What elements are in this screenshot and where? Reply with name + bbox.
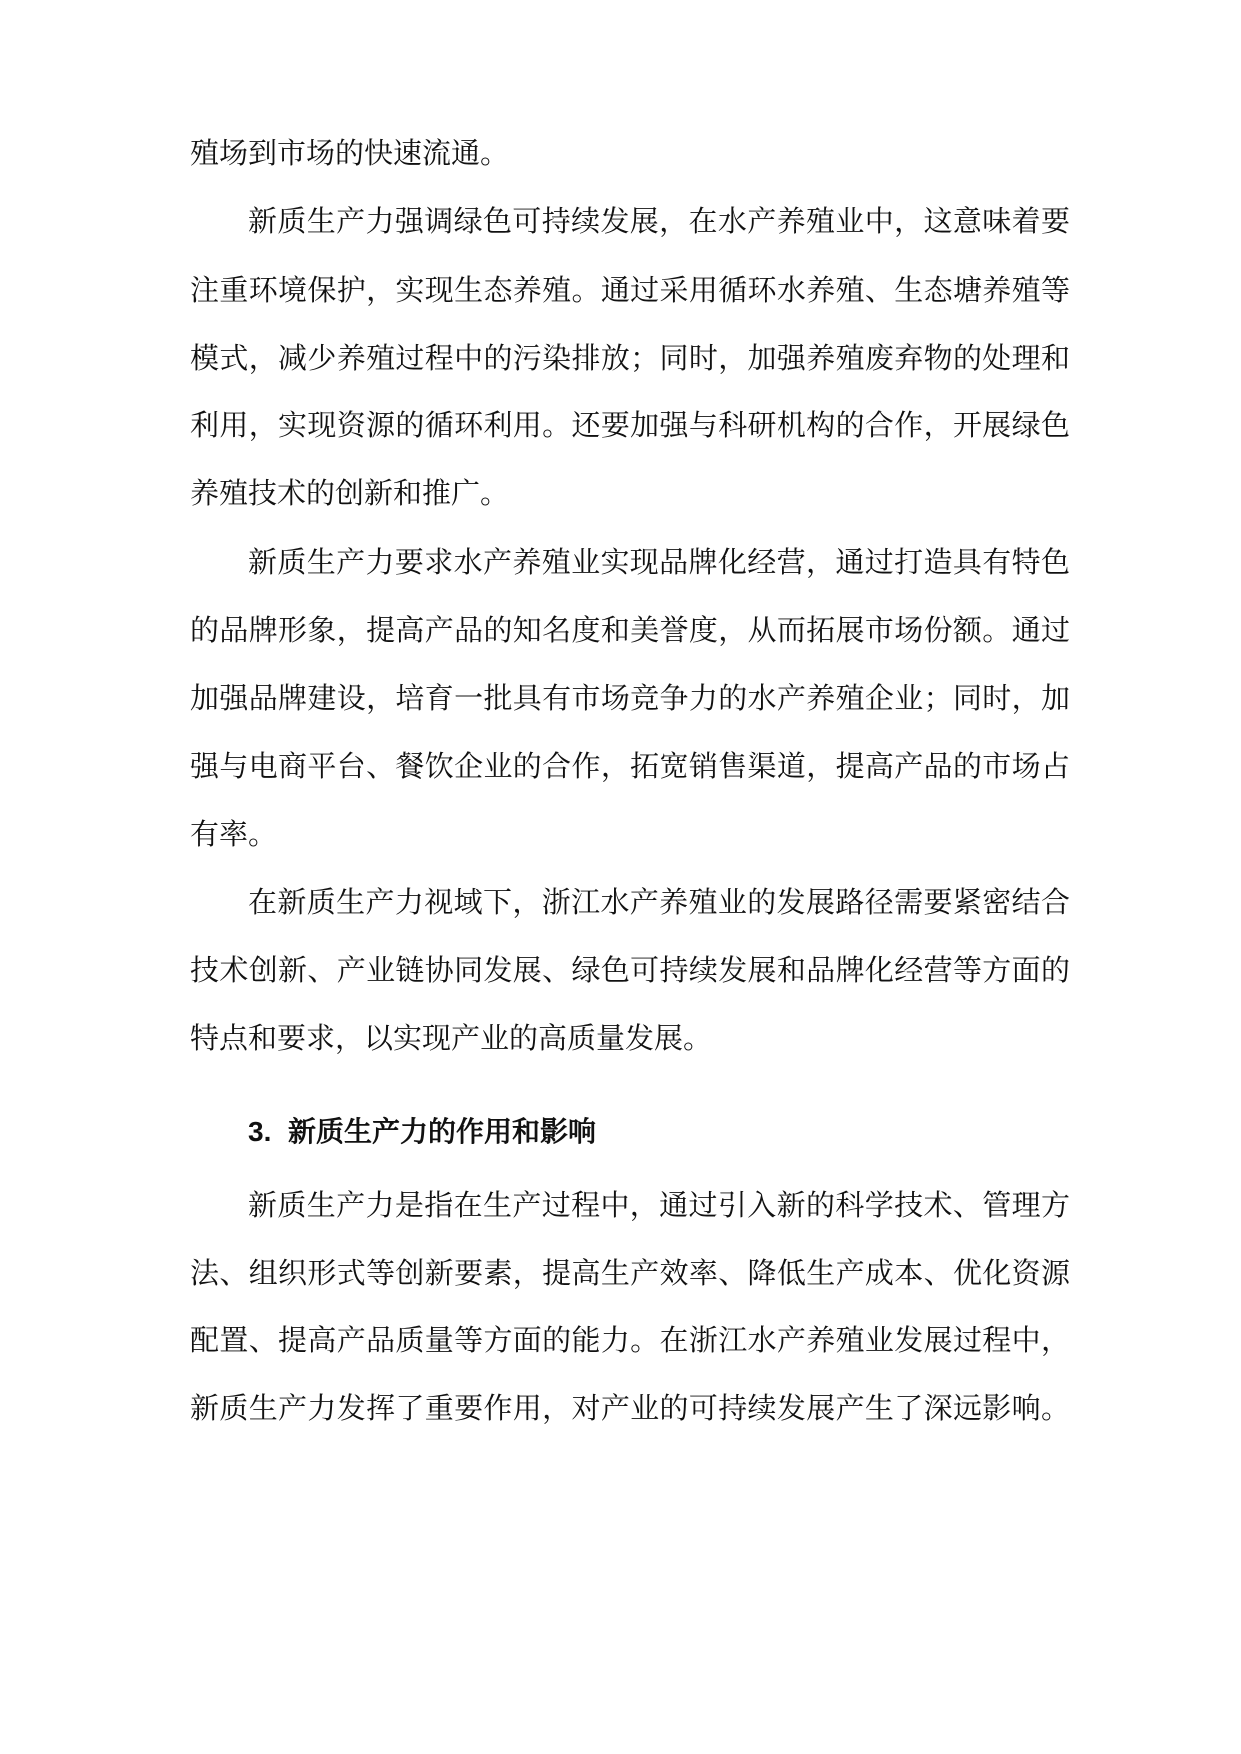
paragraph-line: 新质生产力发挥了重要作用，对产业的可持续发展产生了深远影响。 bbox=[190, 1391, 1070, 1425]
paragraph-line: 的品牌形象，提高产品的知名度和美誉度，从而拓展市场份额。通过 bbox=[190, 613, 1070, 647]
paragraph-line: 有率。 bbox=[190, 817, 278, 851]
paragraph-line: 在新质生产力视域下，浙江水产养殖业的发展路径需要紧密结合 bbox=[248, 885, 1070, 919]
paragraph-line: 利用，实现资源的循环利用。还要加强与科研机构的合作，开展绿色 bbox=[190, 408, 1070, 442]
paragraph-line: 新质生产力强调绿色可持续发展，在水产养殖业中，这意味着要 bbox=[248, 204, 1070, 238]
paragraph-line: 殖场到市场的快速流通。 bbox=[190, 136, 510, 170]
paragraph-line: 模式，减少养殖过程中的污染排放；同时，加强养殖废弃物的处理和 bbox=[190, 341, 1070, 375]
section-heading bbox=[248, 1112, 596, 1152]
section-number: 3. bbox=[248, 1116, 272, 1147]
paragraph-line: 新质生产力是指在生产过程中，通过引入新的科学技术、管理方 bbox=[248, 1188, 1070, 1222]
paragraph-line: 养殖技术的创新和推广。 bbox=[190, 476, 510, 510]
paragraph-line: 注重环境保护，实现生态养殖。通过采用循环水养殖、生态塘养殖等 bbox=[190, 273, 1070, 307]
paragraph-line: 配置、提高产品质量等方面的能力。在浙江水产养殖业发展过程中， bbox=[190, 1323, 1070, 1357]
paragraph-line: 特点和要求，以实现产业的高质量发展。 bbox=[190, 1021, 713, 1055]
paragraph-line: 新质生产力要求水产养殖业实现品牌化经营，通过打造具有特色 bbox=[248, 545, 1070, 579]
paragraph-line: 技术创新、产业链协同发展、绿色可持续发展和品牌化经营等方面的 bbox=[190, 953, 1070, 987]
section-title: 新质生产力的作用和影响 bbox=[288, 1115, 597, 1148]
paragraph-line: 加强品牌建设，培育一批具有市场竞争力的水产养殖企业；同时，加 bbox=[190, 681, 1070, 715]
paragraph-line: 强与电商平台、餐饮企业的合作，拓宽销售渠道，提高产品的市场占 bbox=[190, 749, 1070, 783]
paragraph-line: 法、组织形式等创新要素，提高生产效率、降低生产成本、优化资源 bbox=[190, 1256, 1070, 1290]
